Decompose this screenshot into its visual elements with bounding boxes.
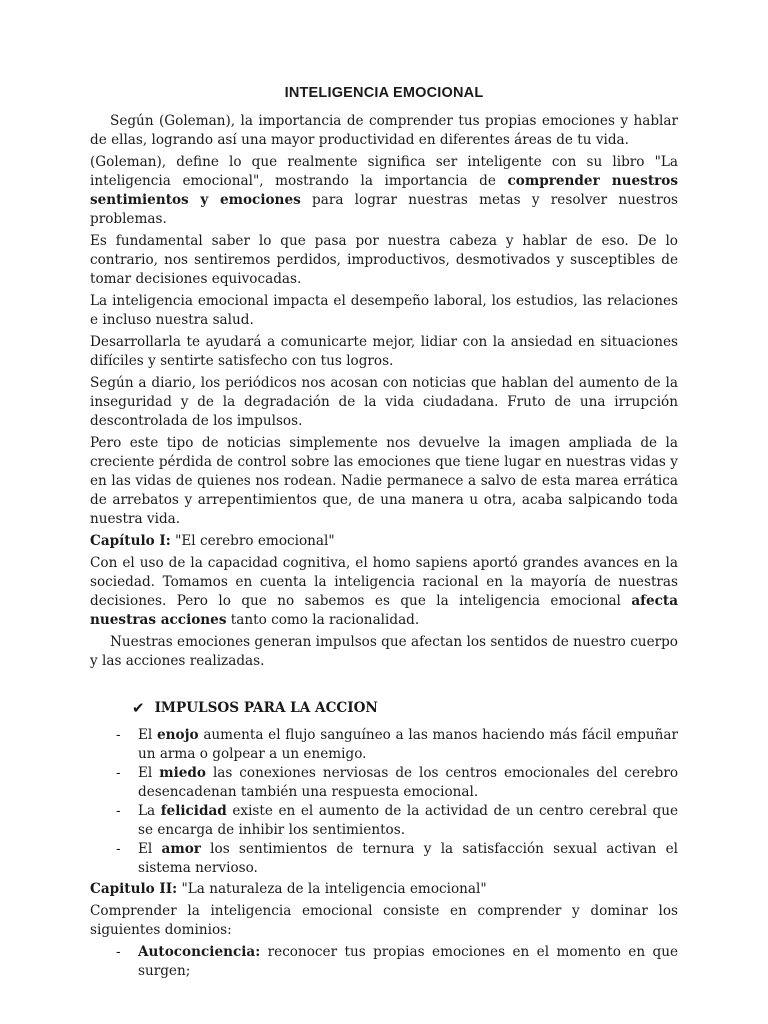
- bold-text: afecta nuestras acciones: [90, 593, 678, 628]
- paragraph: Comprender la inteligencia emocional consiste en comprender y dominar los siguientes dominios:: [90, 903, 678, 938]
- paragraph-text: (Goleman), define lo que realmente significa ser inteligente con su libro "La inteligencia emocional", mostrando la importancia de: [90, 154, 678, 189]
- bold-text: miedo: [159, 765, 206, 781]
- chapter-label: Capitulo II:: [90, 881, 178, 897]
- section-heading: [132, 699, 678, 718]
- list-item: [138, 802, 678, 840]
- checkmark-icon: ✔: [132, 699, 145, 717]
- paragraph: Desarrollarla te ayudará a comunicarte mejor, lidiar con la ansiedad en situaciones difíciles y sentirte satisfecho con tus logros.: [90, 334, 678, 369]
- bold-text: amor: [161, 841, 201, 857]
- chapter-title: "La naturaleza de la inteligencia emocional": [177, 881, 487, 897]
- paragraph: Según a diario, los periódicos nos acosan con noticias que hablan del aumento de la inseguridad y de la degradación de la vida ciudadana. Fruto de una irrupción descontrolada de los impulsos.: [90, 375, 678, 429]
- impulsos-list: [90, 726, 678, 878]
- paragraph: [90, 153, 678, 229]
- list-item-text: los sentimientos de ternura y la satisfacción sexual activan el sistema nervioso.: [138, 841, 678, 876]
- list-item-text: El: [138, 727, 157, 743]
- list-item-text: existe en el aumento de la actividad de un centro cerebral que se encarga de inhibir los sentimientos.: [138, 803, 678, 838]
- list-item-text: El: [138, 765, 160, 781]
- chapter-title: "El cerebro emocional": [170, 533, 335, 549]
- bold-text: comprender nuestros sentimientos y emociones: [90, 173, 678, 208]
- list-item-text: El: [138, 841, 162, 857]
- paragraph: Según (Goleman), la importancia de comprender tus propias emociones y hablar de ellas, logrando así una mayor productividad en diferentes áreas de tu vida.: [90, 113, 678, 148]
- paragraph: [90, 554, 678, 630]
- paragraph: Es fundamental saber lo que pasa por nuestra cabeza y hablar de eso. De lo contrario, nos sentiremos perdidos, improductivos, desmotivados y susceptibles de tomar decisiones equivocadas.: [90, 233, 678, 287]
- section-heading-text: IMPULSOS PARA LA ACCION: [154, 700, 378, 716]
- list-item-text: aumenta el flujo sanguíneo a las manos haciendo más fácil empuñar un arma o golpear a un enemigo.: [138, 727, 679, 762]
- page-title: INTELIGENCIA EMOCIONAL: [284, 85, 484, 101]
- paragraph: La inteligencia emocional impacta el desempeño laboral, los estudios, las relaciones e incluso nuestra salud.: [90, 293, 678, 328]
- chapter-heading: [90, 880, 678, 899]
- paragraph-text: Con el uso de la capacidad cognitiva, el homo sapiens aportó grandes avances en la sociedad. Tomamos en cuenta la inteligencia racional en la mayoría de nuestras decisiones. Pero lo que no sabemos es que la inteligencia emocional: [90, 555, 678, 609]
- paragraph-text: para lograr nuestras metas y resolver nuestros problemas.: [90, 192, 678, 227]
- bold-text: Autoconciencia:: [138, 944, 261, 960]
- list-item: [138, 840, 678, 878]
- paragraph-text: tanto como la racionalidad.: [226, 612, 420, 628]
- list-item: [138, 726, 678, 764]
- paragraph: Nuestras emociones generan impulsos que afectan los sentidos de nuestro cuerpo y las acciones realizadas.: [90, 634, 678, 669]
- chapter-label: Capítulo I:: [90, 533, 171, 549]
- chapter-heading: [90, 532, 678, 551]
- bold-text: felicidad: [160, 803, 227, 819]
- list-item: [138, 943, 678, 981]
- list-item-text: las conexiones nerviosas de los centros emocionales del cerebro desencadenan también una respuesta emocional.: [138, 765, 678, 800]
- list-item-text: reconocer tus propias emociones en el momento en que surgen;: [138, 944, 678, 979]
- bold-text: enojo: [157, 727, 199, 743]
- dominios-list: [90, 943, 678, 981]
- paragraph: Pero este tipo de noticias simplemente nos devuelve la imagen ampliada de la creciente pérdida de control sobre las emociones que tiene lugar en nuestras vidas y en las vidas de quienes nos rodean. Nadie permanece a salvo de esta marea errática de arrebatos y arrepentimientos que, de una manera u otra, acaba salpicando toda nuestra vida.: [90, 435, 678, 527]
- list-item-text: La: [138, 803, 161, 819]
- list-item: [138, 764, 678, 802]
